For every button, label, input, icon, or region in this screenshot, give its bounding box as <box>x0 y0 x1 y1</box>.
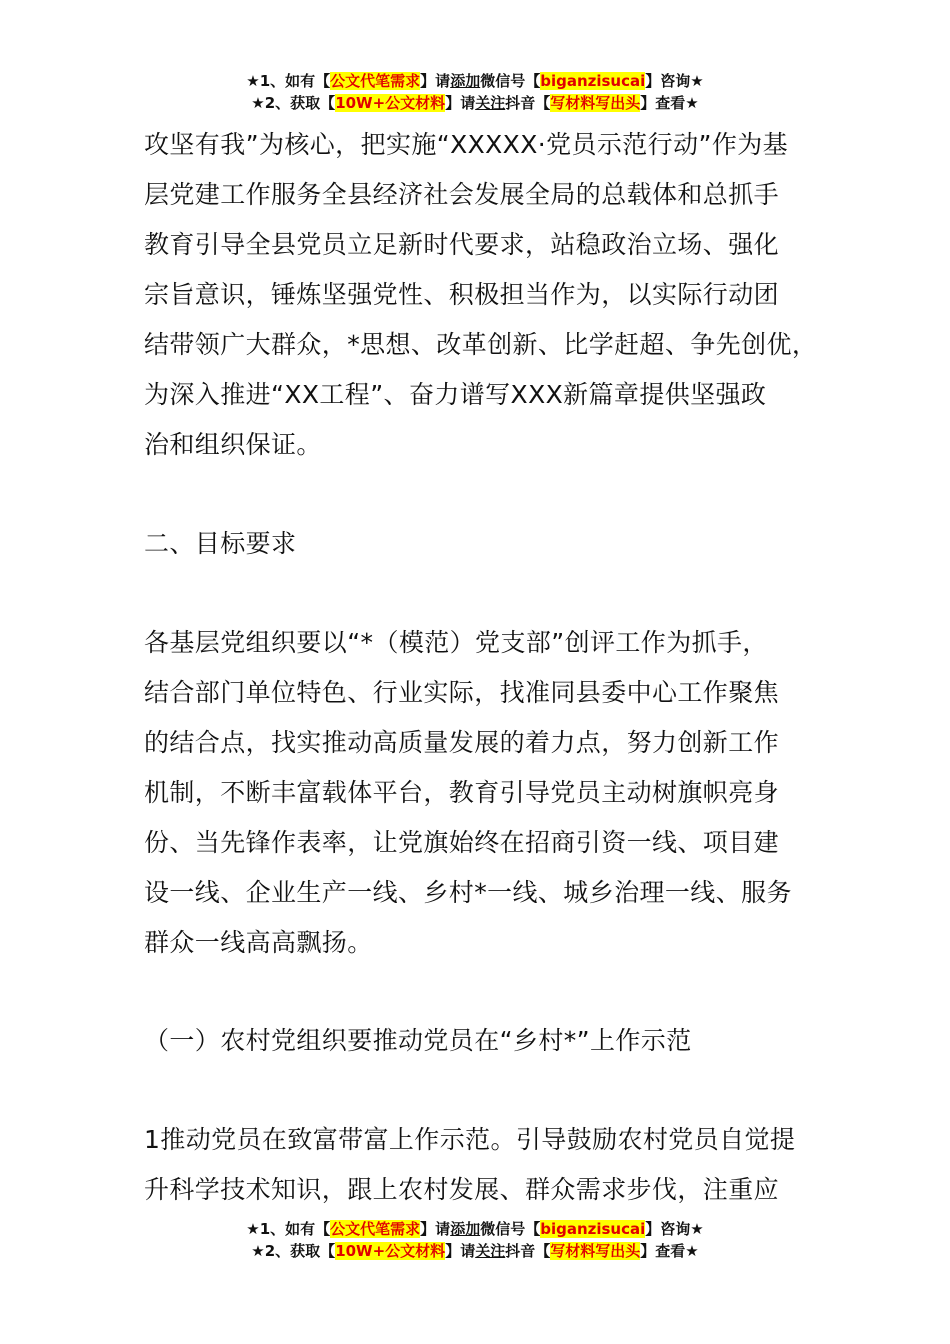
text-line: 宗旨意识，锤炼坚强党性、积极担当作为，以实际行动团 <box>144 280 780 309</box>
text-line: 层党建工作服务全县经济社会发展全局的总载体和总抓手 <box>144 180 780 209</box>
text-line: 为深入推进“XX工程”、奋力谱写XXX新篇章提供坚强政 <box>144 380 767 409</box>
banner-line-2: ★2、获取【10W+公文材料】请关注抖音【写材料写出头】查看★ <box>251 94 699 112</box>
text-line: 的结合点，找实推动高质量发展的着力点，努力创新工作 <box>144 728 780 757</box>
banner-line-2: ★2、获取【10W+公文材料】请关注抖音【写材料写出头】查看★ <box>251 1242 699 1260</box>
text-line: 各基层党组织要以“*（模范）党支部”创评工作为抓手， <box>144 628 768 657</box>
text-line: 教育引导全县党员立足新时代要求，站稳政治立场、强化 <box>144 230 780 259</box>
paragraph-3 <box>144 1115 834 1215</box>
banner-highlight-service: 公文代笔需求 <box>330 1220 421 1238</box>
footer-banner <box>0 1218 950 1262</box>
banner-highlight-wechat-id: biganzisucai <box>540 1220 646 1238</box>
text-line: 份、当先锋作表率，让党旗始终在招商引资一线、项目建 <box>144 828 780 857</box>
text-line: 1推动党员在致富带富上作示范。引导鼓励农村党员自觉提 <box>144 1125 796 1154</box>
paragraph-2 <box>144 618 834 968</box>
paragraph-1 <box>144 120 834 470</box>
text-line: 设一线、企业生产一线、乡村*一线、城乡治理一线、服务 <box>144 878 792 907</box>
banner-highlight-wechat-id: biganzisucai <box>540 72 646 90</box>
banner-line-1: ★1、如有【公文代笔需求】请添加微信号【biganzisucai】咨询★ <box>246 1220 704 1238</box>
banner-highlight-materials: 10W+公文材料 <box>335 1242 446 1260</box>
banner-line-1: ★1、如有【公文代笔需求】请添加微信号【biganzisucai】咨询★ <box>246 72 704 90</box>
text-line: 治和组织保证。 <box>144 430 322 459</box>
text-line: 升科学技术知识，跟上农村发展、群众需求步伐，注重应 <box>144 1175 780 1204</box>
subsection-heading: （一）农村党组织要推动党员在“乡村*”上作示范 <box>144 1026 692 1055</box>
banner-highlight-service: 公文代笔需求 <box>330 72 421 90</box>
text-line: 攻坚有我”为核心，把实施“XXXXX·党员示范行动”作为基 <box>144 130 789 159</box>
text-line: 结带领广大群众，*思想、改革创新、比学赶超、争先创优， <box>144 330 818 359</box>
banner-highlight-materials: 10W+公文材料 <box>335 94 446 112</box>
header-banner <box>0 70 950 114</box>
text-line: 群众一线高高飘扬。 <box>144 928 373 957</box>
text-line: 机制，不断丰富载体平台，教育引导党员主动树旗帜亮身 <box>144 778 780 807</box>
banner-highlight-douyin: 写材料写出头 <box>550 1242 641 1260</box>
text-line: 结合部门单位特色、行业实际，找准同县委中心工作聚焦 <box>144 678 780 707</box>
section-heading: 二、目标要求 <box>144 529 297 558</box>
banner-highlight-douyin: 写材料写出头 <box>550 94 641 112</box>
